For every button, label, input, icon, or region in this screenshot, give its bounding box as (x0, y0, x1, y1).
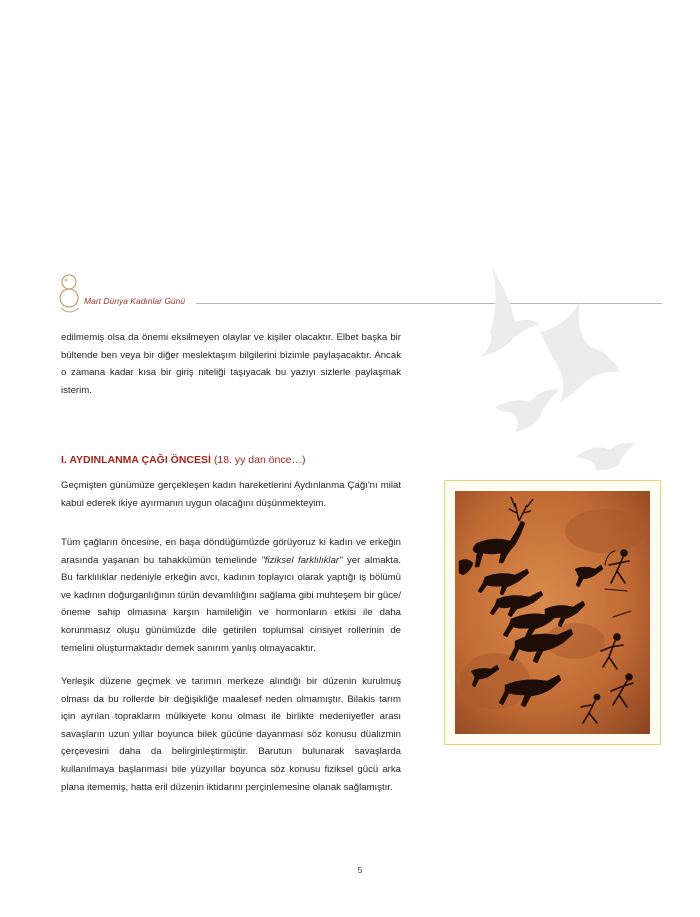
womens-day-logo-icon (52, 270, 86, 314)
paragraph-2-emphasis: "fiziksel farklılıklar" (261, 554, 343, 566)
section-heading (61, 454, 401, 466)
paragraph-1 (61, 477, 401, 512)
paragraph-2-after: yer almakta. Bu farklılıklar nedeniyle erkeğin avcı, kadının toplayıcı olarak yaptığı iş bölümü ve kadının doğurganlığının türün devamlılığını sağlama gibi muhteşem bir güce/öneme sahip olmasına karşın hamileliğin ve hormonların etkisi ile daha korunmasız oluşu günümüzde dile getirilen toplumsal cinsiyet rollerinin de temelini oluşturmaktadır demek sanırım yanlış olmayacaktır. (61, 554, 402, 654)
paragraph-1-text: Geçmişten günümüze gerçekleşen kadın hareketlerini Aydınlanma Çağı'nı milat kabul ederek ikiye ayırmanın uygun olacağını düşünmekteyim. (61, 480, 401, 509)
paragraph-2 (61, 534, 401, 657)
cave-painting-image (455, 491, 650, 734)
intro-text: edilmemiş olsa da önemi eksilmeyen olaylar ve kişiler olacaktır. Elbet başka bir bültende ben veya bir diğer meslektaşım bilgilerini bizimle paylaşacaktır. Ancak o zamana kadar kısa bir giriş niteliği taşıyacak bu yazıyı sizlerle paylaşmak isterim. (61, 332, 401, 396)
paragraph-3 (61, 673, 401, 796)
intro-paragraph (61, 329, 401, 399)
paragraph-2-text (61, 534, 401, 657)
section-heading-sub: (18. yy dan önce…) (210, 454, 306, 466)
paragraph-2-before: Tüm çağların öncesine, en başa döndüğümüzde görüyoruz ki kadın ve erkeğin arasında yaşanan bu tahakkümün temelinde (61, 537, 401, 566)
section-heading-main: I. AYDINLANMA ÇAĞI ÖNCESİ (61, 454, 211, 466)
page-number: 5 (357, 866, 363, 875)
birds-watermark-icon (470, 262, 670, 482)
paragraph-3-text: Yerleşik düzene geçmek ve tarımın merkeze alındığı bir düzenin kurulmuş olması da bu rollerde bir değişikliğe maalesef neden olmamıştır. Bilakis tarım için ayrılan toprakların mülkiyete konu olması ile birlikte medeniyetler arası savaşların uzun yıllar boyunca bilek gücüne dayanması söz konusu düalizmin çerçevesini daha da belirginleştirmiştir. Barutun bulunarak savaşlarda kullanılmaya başlanması bile yüzyıllar boyunca söz konusu fiziksel gücü arka plana itememiş, hatta eril düzenin iktidarını perçinlemesine olanak sağlamıştır. (61, 676, 401, 793)
header-title: Mart Dünya Kadınlar Günü (84, 296, 186, 306)
